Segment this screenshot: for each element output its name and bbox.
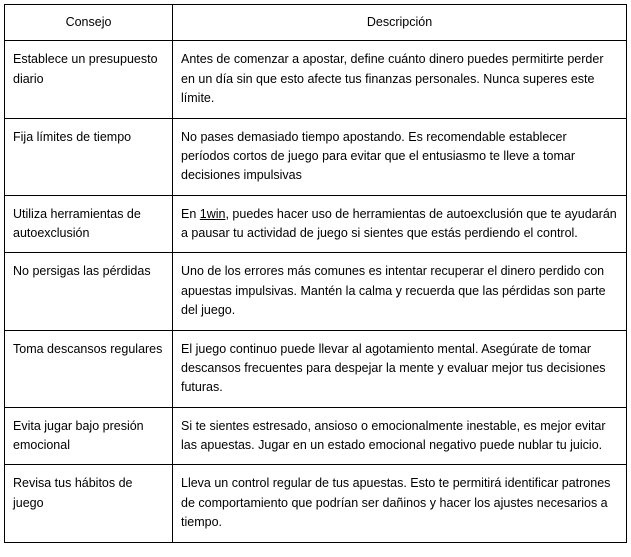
table-row <box>5 253 627 330</box>
tip-name: Revisa tus hábitos de juego <box>5 465 173 542</box>
description-text: El juego continuo puede llevar al agotamiento mental. Asegúrate de tomar descansos frecuentes para despejar la mente y evaluar mejor tus decisiones futuras. <box>181 341 606 395</box>
tip-name: Toma descansos regulares <box>5 330 173 407</box>
tip-name: Establece un presupuesto diario <box>5 41 173 118</box>
table-row <box>5 407 627 465</box>
table-body <box>5 41 627 542</box>
table-row <box>5 118 627 195</box>
description-text: Lleva un control regular de tus apuestas. Esto te permitirá identificar patrones de comportamiento que podrían ser dañinos y hacer los ajustes necesarios a tiempo. <box>181 476 611 530</box>
column-header-descripcion: Descripción <box>173 5 627 41</box>
tip-name: Fija límites de tiempo <box>5 118 173 195</box>
brand-link-1win[interactable]: 1win <box>199 206 226 221</box>
description-text-after-link: , puedes hacer uso de herramientas de autoexclusión que te ayudarán a pausar tu actividad de juego si sientes que estás perdiendo el control. <box>181 206 617 240</box>
tip-description <box>173 253 627 330</box>
column-header-consejo: Consejo <box>5 5 173 41</box>
tip-description <box>173 195 627 253</box>
description-text-before-link: En <box>181 206 200 221</box>
tip-name: Utiliza herramientas de autoexclusión <box>5 195 173 253</box>
table-row <box>5 330 627 407</box>
tips-table <box>4 4 627 543</box>
table-header-row <box>5 5 627 41</box>
table-row <box>5 41 627 118</box>
description-text: Si te sientes estresado, ansioso o emocionalmente inestable, es mejor evitar las apuestas. Jugar en un estado emocional negativo puede nublar tu juicio. <box>181 418 606 452</box>
description-text: Antes de comenzar a apostar, define cuánto dinero puedes permitirte perder en un día sin que esto afecte tus finanzas personales. Nunca superes este límite. <box>181 52 604 106</box>
tip-description <box>173 465 627 542</box>
tip-description <box>173 330 627 407</box>
tip-name: Evita jugar bajo presión emocional <box>5 407 173 465</box>
table-row <box>5 465 627 542</box>
tip-description <box>173 118 627 195</box>
tip-name: No persigas las pérdidas <box>5 253 173 330</box>
table-row <box>5 195 627 253</box>
description-text: No pases demasiado tiempo apostando. Es recomendable establecer períodos cortos de juego para evitar que el entusiasmo te lleve a tomar decisiones impulsivas <box>181 129 575 183</box>
tip-description <box>173 407 627 465</box>
table-header <box>5 5 627 41</box>
description-text: Uno de los errores más comunes es intentar recuperar el dinero perdido con apuestas impulsivas. Mantén la calma y recuerda que las pérdidas son parte del juego. <box>181 264 606 318</box>
tip-description <box>173 41 627 118</box>
